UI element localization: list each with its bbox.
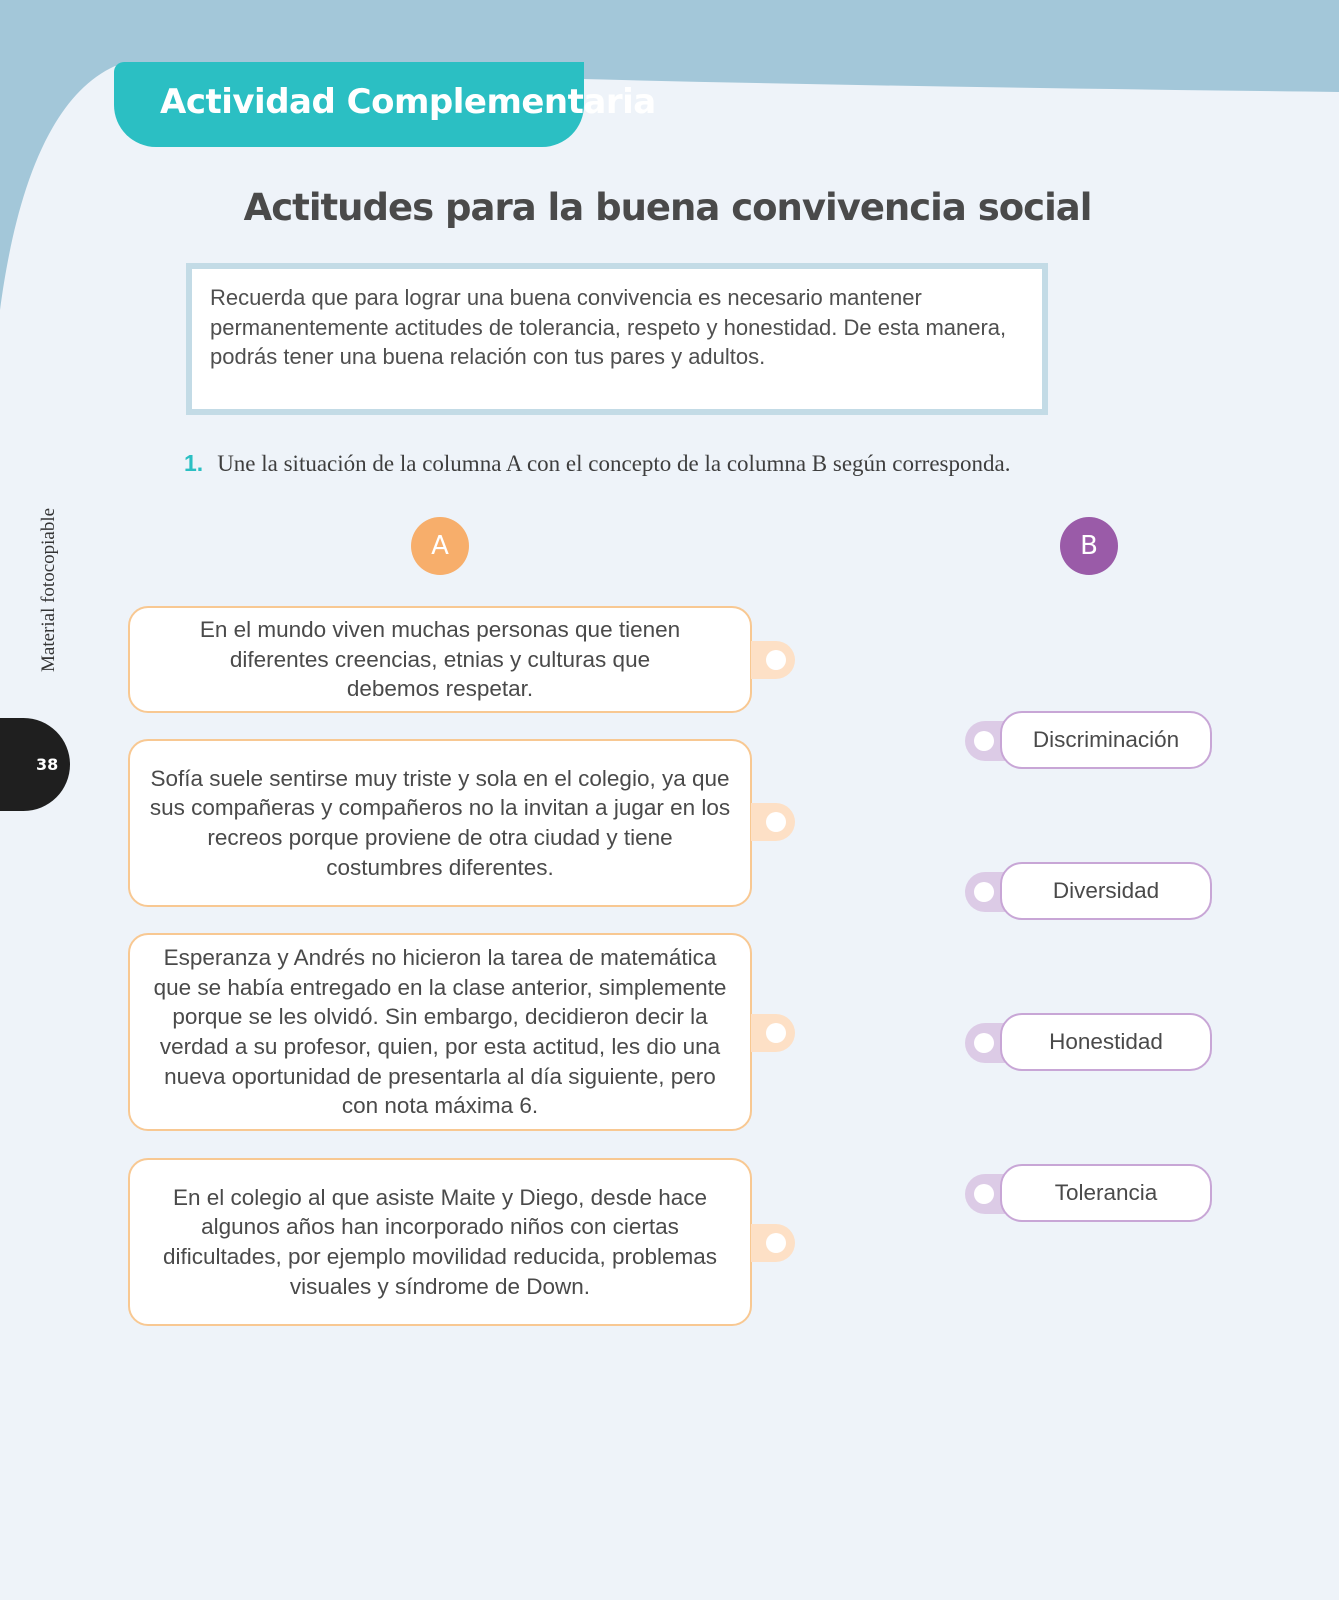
info-box xyxy=(186,263,1048,415)
column-b-item-label: Discriminación xyxy=(1032,727,1180,752)
column-a-card-text: Esperanza y Andrés no hicieron la tarea de matemática que se había entregado en la clase anterior, simplemente porque se les olvidó. Sin embargo, decidieron decir la verdad a su profesor, quien, por esta actitud, les dio una nueva oportunidad de presentarla al día siguiente, pero con nota máxima 6. xyxy=(153,944,727,1119)
column-a-card-2 xyxy=(128,739,752,907)
side-label: Material fotocopiable xyxy=(38,507,59,672)
connector-dot-a-3[interactable] xyxy=(751,1014,795,1052)
column-b-item-3 xyxy=(1000,1013,1212,1071)
column-a-badge xyxy=(411,517,469,575)
page-title xyxy=(0,186,1339,229)
connector-dot-b-4[interactable] xyxy=(965,1174,1005,1214)
page-title-text: Actitudes para la buena convivencia social xyxy=(243,186,1092,229)
column-b-item-label: Diversidad xyxy=(1052,878,1160,903)
instruction-text: Une la situación de la columna A con el concepto de la columna B según corresponda. xyxy=(217,451,1011,476)
column-b-item-label: Honestidad xyxy=(1049,1029,1163,1054)
column-a-card-text: Sofía suele sentirse muy triste y sola en el colegio, ya que sus compañeras y compañeros no la invitan a jugar en los recreos porque proviene de otra ciudad y tiene costumbres diferentes. xyxy=(149,765,731,880)
column-b-badge xyxy=(1060,517,1118,575)
connector-dot-b-3[interactable] xyxy=(965,1023,1005,1063)
column-a-label: A xyxy=(431,531,449,561)
column-a-card-text: En el colegio al que asiste Maite y Diego, desde hace algunos años han incorporado niños con ciertas dificultades, por ejemplo movilidad reducida, problemas visuales y síndrome de Down. xyxy=(162,1184,718,1299)
column-a-card-text: En el mundo viven muchas personas que tienen diferentes creencias, etnias y culturas que debemos respetar. xyxy=(199,616,681,702)
column-a-card-1 xyxy=(128,606,752,713)
instruction xyxy=(184,450,1010,477)
activity-banner-label: Actividad Complementaria xyxy=(160,82,656,122)
connector-dot-b-2[interactable] xyxy=(965,872,1005,912)
info-box-text: Recuerda que para lograr una buena convivencia es necesario mantener permanentemente actitudes de tolerancia, respeto y honestidad. De esta manera, podrás tener una buena relación con tus pares y adultos. xyxy=(210,285,1007,369)
column-b-item-label: Tolerancia xyxy=(1054,1180,1158,1205)
connector-dot-a-4[interactable] xyxy=(751,1224,795,1262)
instruction-number: 1. xyxy=(184,450,204,476)
column-b-item-1 xyxy=(1000,711,1212,769)
page-number: 38 xyxy=(36,755,59,774)
column-a-card-3 xyxy=(128,933,752,1131)
column-b-item-2 xyxy=(1000,862,1212,920)
connector-dot-a-2[interactable] xyxy=(751,803,795,841)
connector-dot-b-1[interactable] xyxy=(965,721,1005,761)
column-b-label: B xyxy=(1080,531,1098,561)
column-a-card-4 xyxy=(128,1158,752,1326)
column-b-item-4 xyxy=(1000,1164,1212,1222)
connector-dot-a-1[interactable] xyxy=(751,641,795,679)
